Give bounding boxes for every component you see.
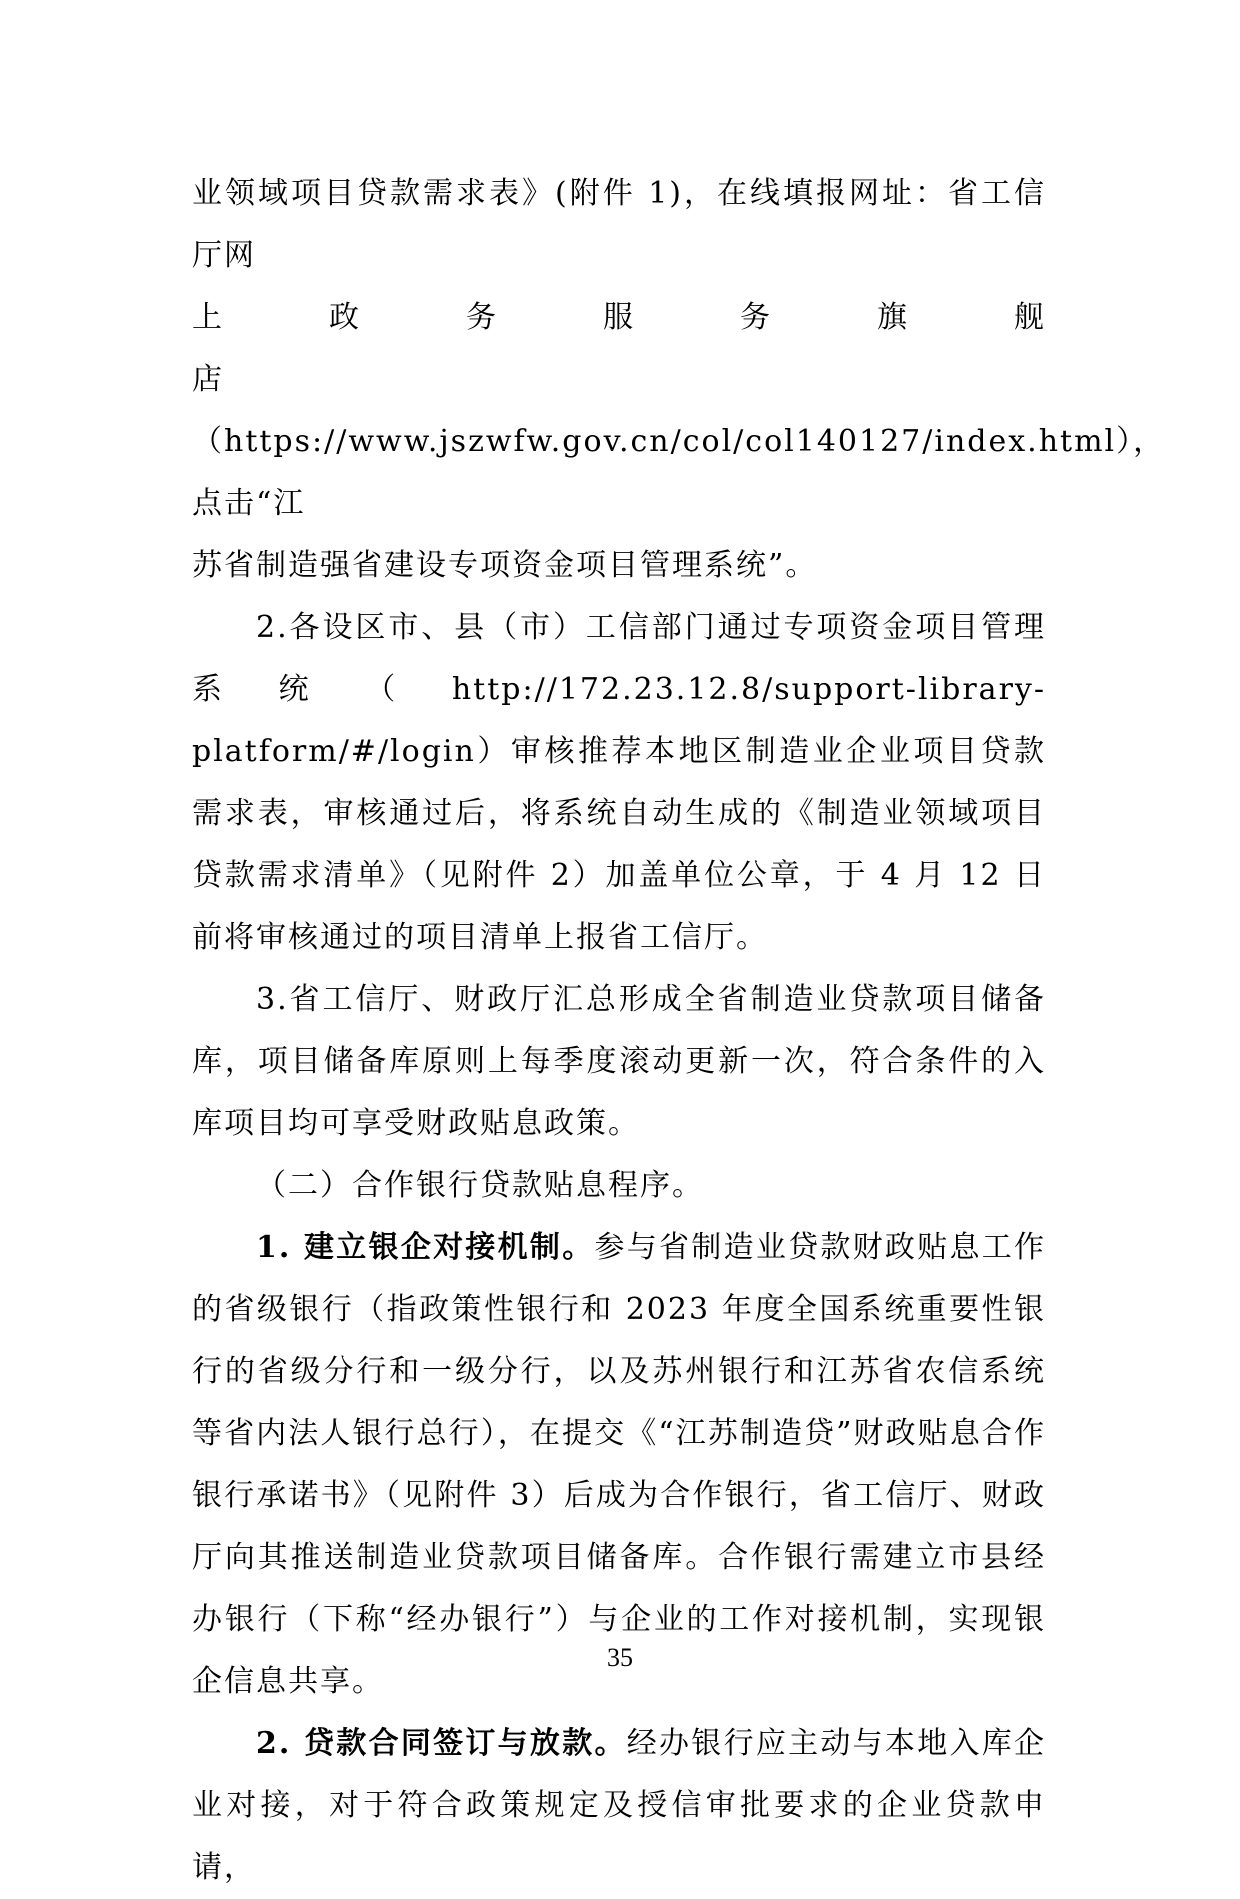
paragraph (192, 1713, 1046, 1899)
page-number: 35 (607, 1643, 633, 1672)
continued-paragraph (192, 163, 1166, 597)
paragraph-lead: 2. 贷款合同签订与放款。 (256, 1726, 627, 1761)
paragraph-body: 经办银行应主动与本地入库企业对接，对于符合政策规定及授信审批要求的企业贷款申请， (192, 1726, 1047, 1885)
text-line: 苏省制造强省建设专项资金项目管理系统”。 (192, 548, 818, 583)
paragraph: 3.省工信厅、财政厅汇总形成全省制造业贷款项目储备库，项目储备库原则上每季度滚动更新一次，符合条件的入库项目均可享受财政贴息政策。 (192, 982, 1046, 1141)
paragraph-lead: 1. 建立银企对接机制。 (256, 1230, 595, 1265)
text-line: 业领域项目贷款需求表》(附件 1)，在线填报网址：省工信厅网 (192, 176, 1046, 273)
paragraph-body: 参与省制造业贷款财政贴息工作的省级银行（指政策性银行和 2023 年度全国系统重要性银行的省级分行和一级分行，以及苏州银行和江苏省农信系统等省内法人银行总行），在提交《“江苏制造贷”财政贴息合作银行承诺书》（见附件 3）后成为合作银行，省工信厅、财政厅向其推送制造业贷款项目储备库。合作银行需建立市县经办银行（下称“经办银行”）与企业的工作对接机制，实现银企信息共享。 (192, 1230, 1047, 1699)
paragraph (192, 1217, 1046, 1713)
paragraph: 2.各设区市、县（市）工信部门通过专项资金项目管理系统（http://172.23.12.8/support-library-platform/#/login）审核推荐本地区制造业企业项目贷款需求表，审核通过后，将系统自动生成的《制造业领域项目贷款需求清单》（见附件 2）加盖单位公章，于 4 月 12 日前将审核通过的项目清单上报省工信厅。 (192, 610, 1046, 955)
text-line: （https://www.jszwfw.gov.cn/col/col140127/index.html），点击“江 (192, 424, 1166, 521)
section-heading: （二）合作银行贷款贴息程序。 (256, 1168, 704, 1203)
body-text (192, 163, 1166, 1899)
text-line: 上 政 务 服 务 旗 舰 店 (192, 300, 1142, 397)
